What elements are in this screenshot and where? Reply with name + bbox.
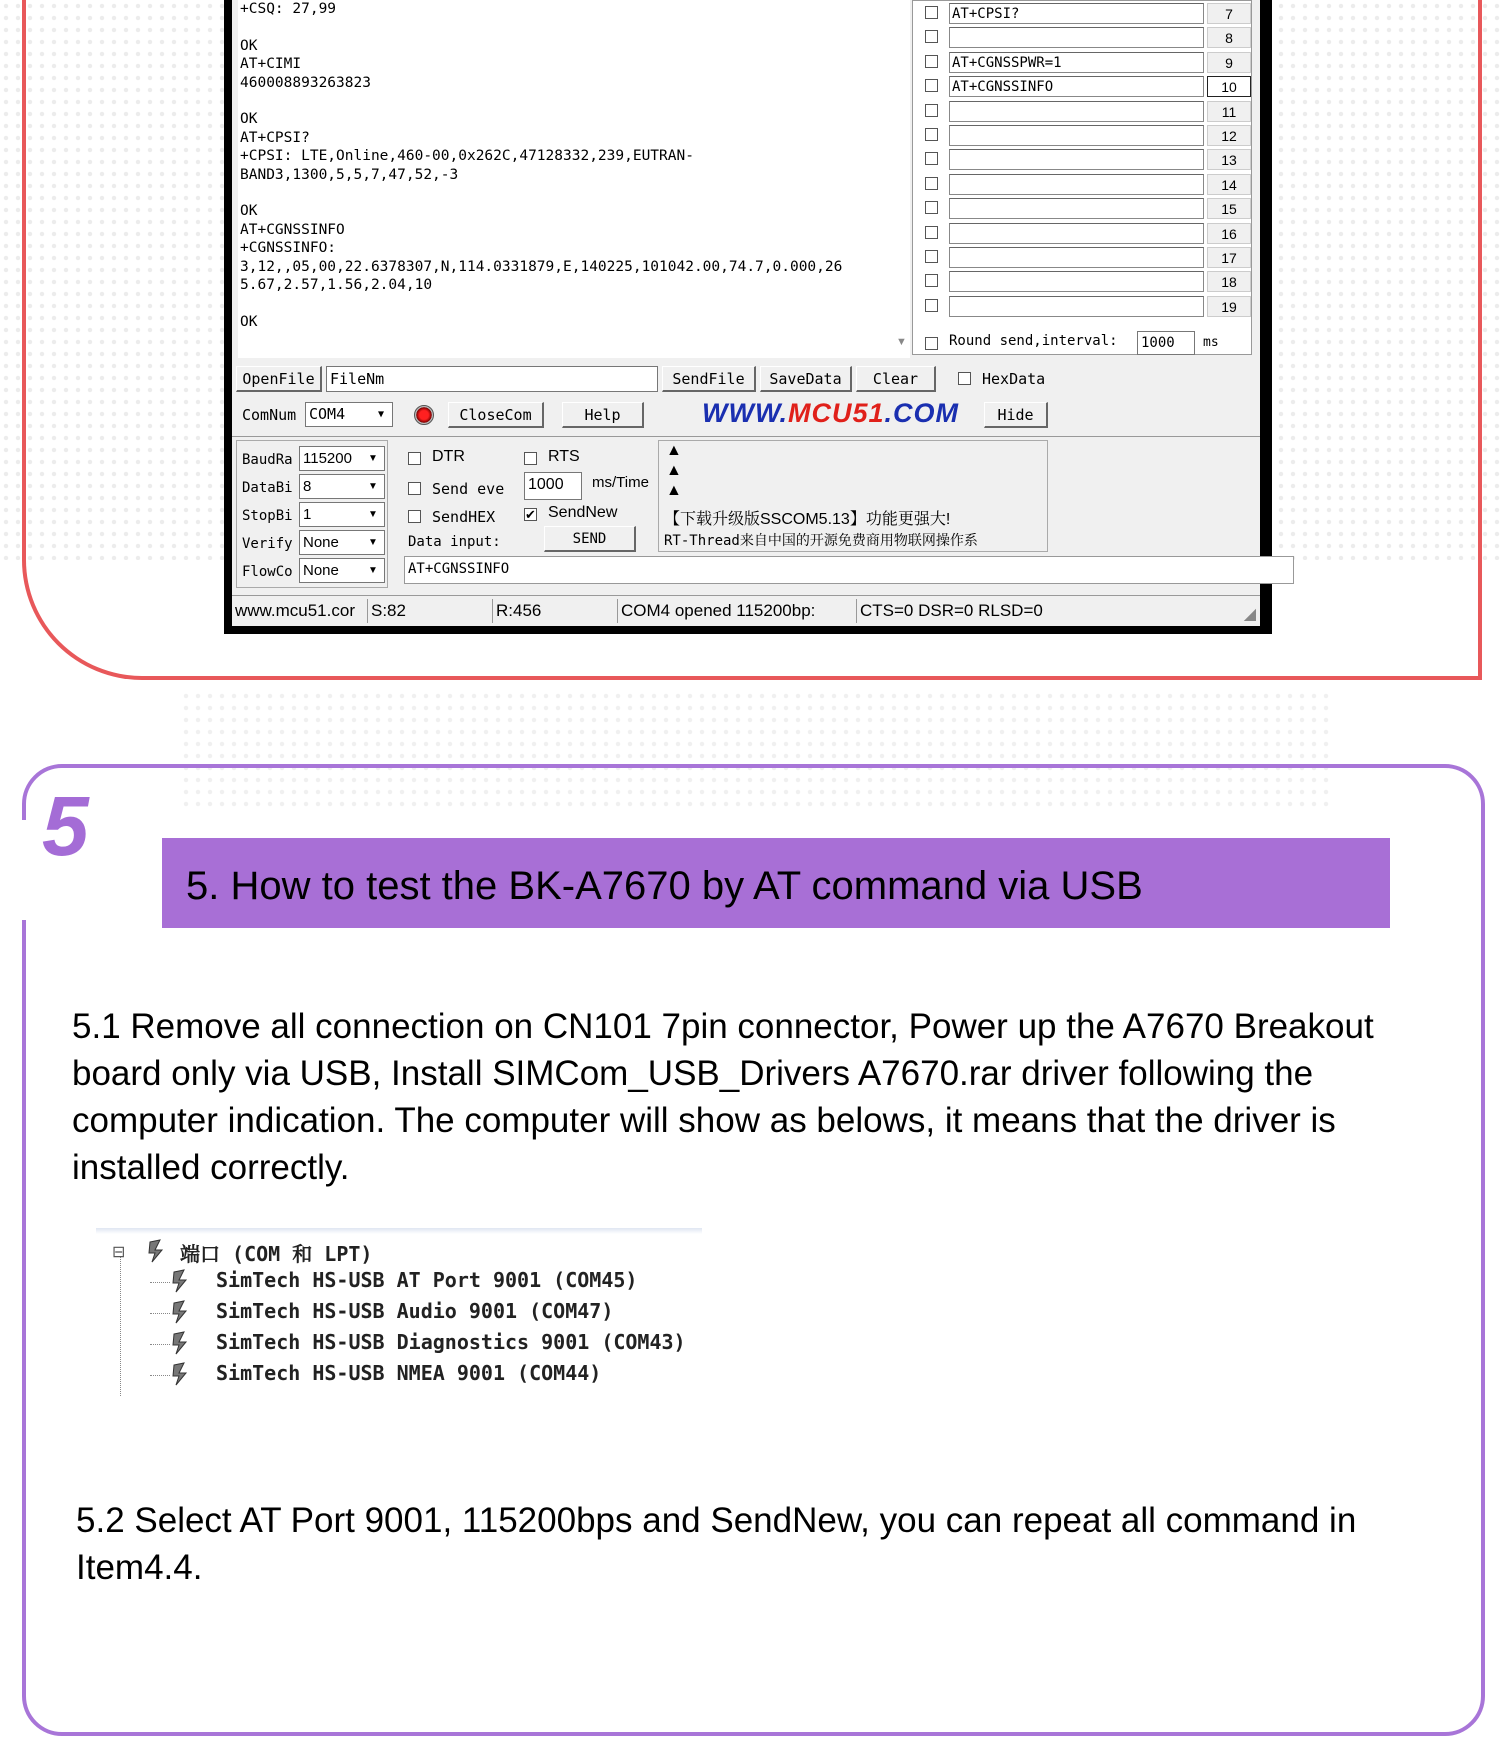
command-row	[913, 294, 1253, 318]
command-send-button[interactable]: 8	[1207, 27, 1251, 48]
baudrate-select[interactable]: 115200 ▼	[299, 446, 385, 471]
arrow-up-icon[interactable]: ▲	[666, 482, 682, 499]
usb-port-icon	[170, 1361, 190, 1387]
website-suffix: .COM	[884, 398, 959, 428]
command-send-button[interactable]: 19	[1207, 296, 1251, 317]
command-checkbox[interactable]	[925, 299, 938, 312]
verify-label: Verify	[242, 536, 293, 552]
instruction-5-1: 5.1 Remove all connection on CN101 7pin connector, Power up the A7670 Breakout board only via USB, Install SIMCom_USB_Drivers A7670.rar driver following the computer indication. The computer will show as belows, it means that the driver is installed correctly.	[72, 1007, 1374, 1187]
device-manager-snippet	[96, 1228, 702, 1398]
stopbits-label: StopBi	[242, 508, 293, 524]
tree-branch	[150, 1375, 170, 1376]
send-every-checkbox[interactable]	[408, 482, 421, 495]
openfile-button[interactable]: OpenFile	[236, 366, 322, 392]
command-row	[913, 50, 1253, 74]
chevron-down-icon: ▼	[368, 509, 378, 520]
clear-button[interactable]: Clear	[856, 366, 936, 392]
instruction-5-2: 5.2 Select AT Port 9001, 115200bps and SendNew, you can repeat all command in Item4.4.	[76, 1501, 1357, 1587]
command-input[interactable]	[949, 198, 1204, 219]
command-checkbox[interactable]	[925, 6, 938, 19]
sendhex-label: SendHEX	[432, 508, 496, 526]
baudrate-label: BaudRa	[242, 452, 293, 468]
status-site: www.mcu51.cor	[232, 599, 368, 623]
flowcontrol-label: FlowCo	[242, 564, 293, 580]
status-bar	[232, 595, 1260, 626]
flowcontrol-select[interactable]: None ▼	[299, 558, 385, 583]
section-title: 5. How to test the BK-A7670 by AT command via USB	[186, 864, 1143, 908]
round-send-label: Round send,interval:	[949, 333, 1118, 349]
command-checkbox[interactable]	[925, 250, 938, 263]
collapse-icon[interactable]: ⊟	[112, 1244, 126, 1261]
command-input[interactable]	[949, 149, 1204, 170]
command-send-button[interactable]: 15	[1207, 198, 1251, 219]
receive-area[interactable]: +CSQ: 27,99 OK AT+CIMI 460008893263823 OK AT+CPSI? +CPSI: LTE,Online,460-00,0x262C,47128332,239,EUTRAN- BAND3,1300,5,5,7,47,52,-3 OK AT+CGNSSINFO +CGNSSINFO: 3,12,,05,00,22.6378307,N,114.0331879,E,140225,101042.00,74.7,0.000,26 5.67,2.57,1.56,2.04,10 OK	[238, 0, 910, 358]
command-send-button[interactable]: 14	[1207, 174, 1251, 195]
closecom-button[interactable]: CloseCom	[448, 402, 544, 428]
tree-branch	[150, 1282, 170, 1283]
command-send-button[interactable]: 18	[1207, 271, 1251, 292]
command-input[interactable]	[949, 101, 1204, 122]
chevron-down-icon: ▼	[368, 481, 378, 492]
command-checkbox[interactable]	[925, 201, 938, 214]
hide-button[interactable]: Hide	[984, 402, 1048, 428]
send-button[interactable]: SEND	[544, 526, 636, 552]
command-input[interactable]: AT+CPSI?	[949, 3, 1204, 24]
savedata-button[interactable]: SaveData	[760, 366, 852, 392]
rts-label: RTS	[548, 448, 580, 465]
sendnew-label: SendNew	[548, 504, 618, 521]
usb-port-icon	[170, 1299, 190, 1325]
tree-item-port[interactable]: SimTech HS-USB Audio 9001 (COM47)	[216, 1299, 614, 1323]
command-panel	[912, 0, 1252, 355]
status-sent-count: S:82	[368, 599, 493, 623]
command-send-button[interactable]: 10	[1207, 76, 1251, 97]
chevron-down-icon: ▼	[377, 409, 385, 420]
website-link[interactable]	[702, 398, 959, 429]
sendnew-checkbox[interactable]: ✔	[525, 507, 536, 522]
command-send-button[interactable]: 9	[1207, 52, 1251, 73]
command-checkbox[interactable]	[925, 128, 938, 141]
command-row	[913, 147, 1253, 171]
command-checkbox[interactable]	[925, 55, 938, 68]
verify-select[interactable]: None ▼	[299, 530, 385, 555]
tree-branch	[150, 1344, 170, 1345]
round-send-unit: ms	[1203, 335, 1219, 350]
status-signals: CTS=0 DSR=0 RLSD=0	[860, 601, 1043, 620]
sendfile-button[interactable]: SendFile	[662, 366, 756, 392]
command-checkbox[interactable]	[925, 226, 938, 239]
serial-tool-window	[224, 0, 1272, 634]
command-send-button[interactable]: 11	[1207, 101, 1251, 122]
website-prefix: WWW.	[702, 398, 788, 428]
tree-guide-line	[120, 1256, 122, 1396]
command-checkbox[interactable]	[925, 274, 938, 287]
command-row	[913, 123, 1253, 147]
stopbits-select[interactable]: 1 ▼	[299, 502, 385, 527]
tree-item-port[interactable]: SimTech HS-USB AT Port 9001 (COM45)	[216, 1268, 638, 1292]
usb-port-icon	[146, 1238, 166, 1264]
hexdata-checkbox[interactable]	[958, 372, 971, 385]
section-number: 5	[42, 779, 89, 873]
dtr-label: DTR	[432, 448, 465, 465]
command-checkbox[interactable]	[925, 30, 938, 43]
ad-line-2[interactable]: RT-Thread来自中国的开源免费商用物联网操作系	[664, 533, 978, 549]
section-banner	[162, 838, 1390, 928]
command-checkbox[interactable]	[925, 177, 938, 190]
round-send-checkbox[interactable]	[925, 337, 938, 350]
comnum-select[interactable]: COM4 ▼	[305, 402, 393, 427]
command-checkbox[interactable]	[925, 152, 938, 165]
databits-label: DataBi	[242, 480, 293, 496]
port-status-led-icon	[414, 405, 434, 425]
sendhex-checkbox[interactable]	[408, 510, 421, 523]
usb-port-icon	[170, 1330, 190, 1356]
send-interval-input[interactable]: 1000	[524, 472, 582, 500]
command-input[interactable]: AT+CGNSSPWR=1	[949, 52, 1204, 73]
round-send-interval-input[interactable]: 1000	[1137, 331, 1195, 355]
command-row	[913, 245, 1253, 269]
arrow-up-icon[interactable]: ▲	[666, 442, 682, 459]
filename-input[interactable]: FileNm	[326, 366, 658, 392]
command-input[interactable]	[949, 174, 1204, 195]
status-received-count: R:456	[493, 599, 618, 623]
snippet-top-bar	[96, 1228, 702, 1234]
website-brand: MCU51	[787, 398, 885, 428]
tree-branch	[150, 1313, 170, 1314]
chevron-down-icon: ▼	[368, 453, 378, 464]
divider	[232, 436, 1260, 437]
command-send-button[interactable]: 17	[1207, 247, 1251, 268]
ad-line-1[interactable]: 【下载升级版SSCOM5.13】功能更强大!	[664, 511, 951, 528]
data-input-label: Data input:	[408, 534, 501, 550]
command-row	[913, 172, 1253, 196]
resize-grip-icon[interactable]: ◢	[1243, 606, 1256, 623]
command-input[interactable]	[949, 271, 1204, 292]
command-checkbox[interactable]	[925, 79, 938, 92]
command-send-button[interactable]: 13	[1207, 149, 1251, 170]
scroll-arrow-icon[interactable]: ▼	[896, 336, 907, 348]
command-input[interactable]	[949, 247, 1204, 268]
command-row	[913, 1, 1253, 25]
command-input[interactable]	[949, 296, 1204, 317]
command-row	[913, 99, 1253, 123]
databits-select[interactable]: 8 ▼	[299, 474, 385, 499]
status-port: COM4 opened 115200bp:	[618, 599, 857, 623]
dtr-checkbox[interactable]	[408, 452, 421, 465]
data-input-field[interactable]: AT+CGNSSINFO	[404, 556, 1294, 584]
command-row	[913, 196, 1253, 220]
command-row	[913, 221, 1253, 245]
command-input[interactable]	[949, 27, 1204, 48]
arrow-up-icon[interactable]: ▲	[666, 462, 682, 479]
command-row	[913, 25, 1253, 49]
command-checkbox[interactable]	[925, 104, 938, 117]
rts-checkbox[interactable]	[524, 452, 537, 465]
send-interval-unit: ms/Time	[592, 474, 649, 491]
command-send-button[interactable]: 12	[1207, 125, 1251, 146]
usb-port-icon	[170, 1268, 190, 1294]
help-button[interactable]: Help	[562, 402, 644, 428]
chevron-down-icon: ▼	[368, 537, 378, 548]
hexdata-label: HexData	[982, 370, 1046, 388]
command-row	[913, 74, 1253, 98]
chevron-down-icon: ▼	[368, 565, 378, 576]
comnum-label: ComNum	[242, 406, 297, 424]
tree-root-ports[interactable]: 端口 (COM 和 LPT)	[180, 1242, 373, 1266]
command-row	[913, 269, 1253, 293]
send-every-label: Send eve	[432, 480, 505, 498]
command-input[interactable]	[949, 223, 1204, 244]
command-send-button[interactable]: 16	[1207, 223, 1251, 244]
command-send-button[interactable]: 7	[1207, 3, 1251, 24]
tree-item-port[interactable]: SimTech HS-USB NMEA 9001 (COM44)	[216, 1361, 602, 1385]
tree-item-port[interactable]: SimTech HS-USB Diagnostics 9001 (COM43)	[216, 1330, 686, 1354]
command-input[interactable]	[949, 125, 1204, 146]
round-send-row	[913, 331, 1253, 355]
command-input[interactable]: AT+CGNSSINFO	[949, 76, 1204, 97]
